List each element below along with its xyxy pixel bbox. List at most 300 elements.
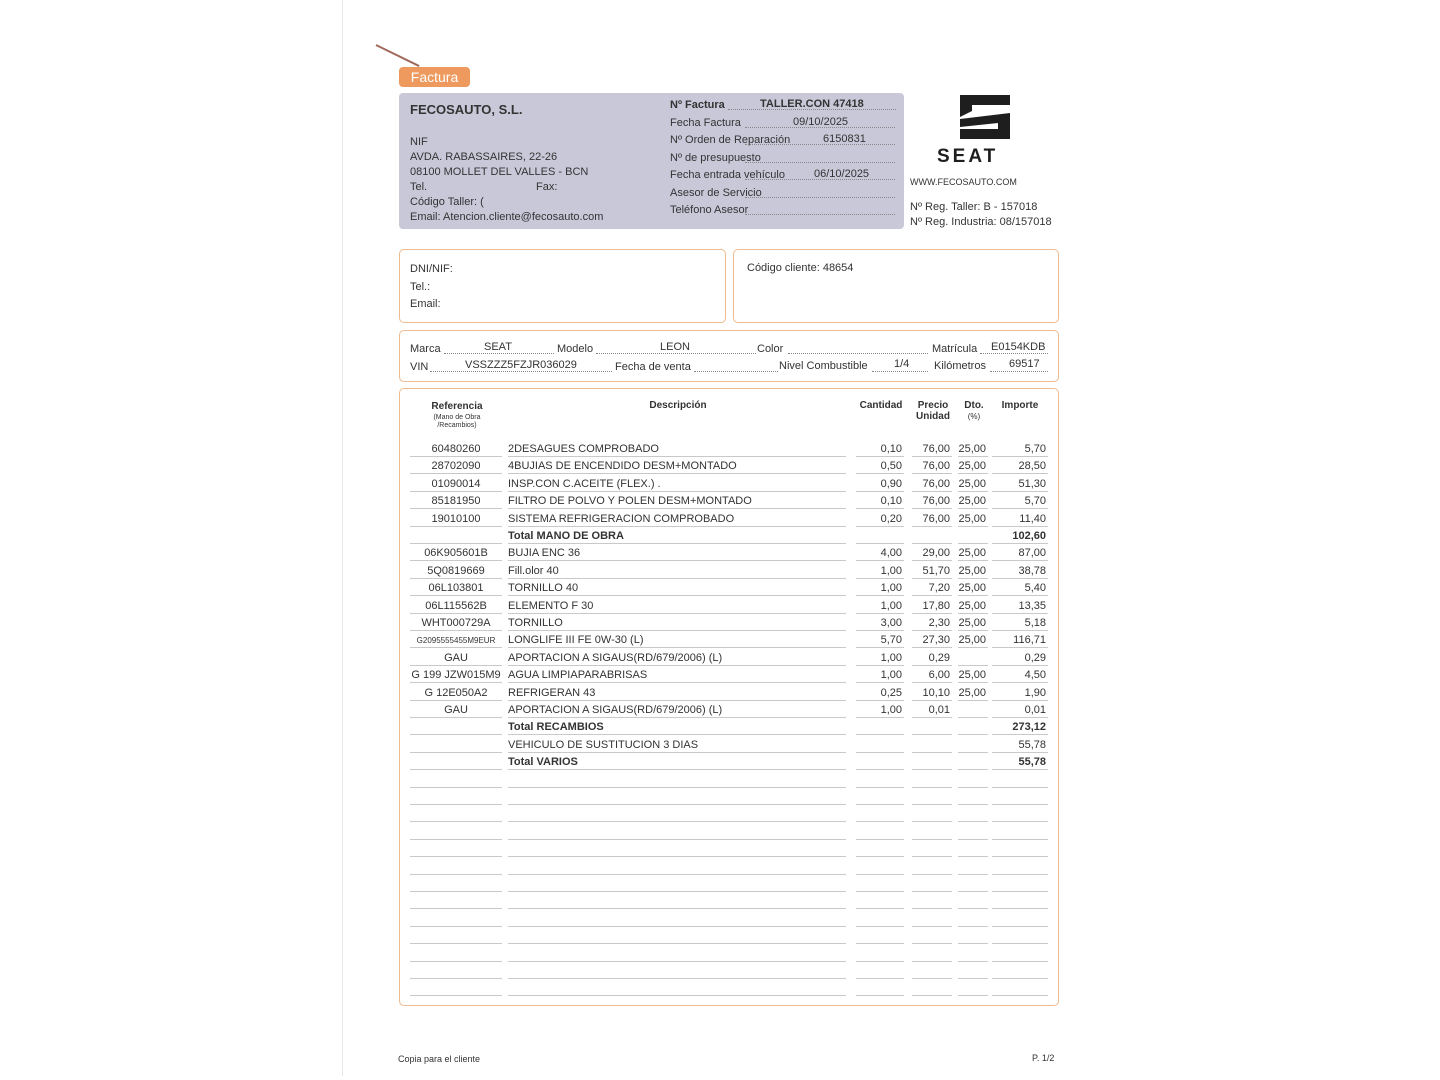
line-dto: 25,00	[958, 634, 986, 647]
vin-value: VSSZZZ5FZJR036029	[465, 359, 577, 371]
row-rule	[992, 647, 1048, 648]
row-rule	[410, 473, 502, 474]
row-rule	[992, 839, 1048, 840]
line-amount: 0,01	[1024, 704, 1046, 716]
row-rule	[958, 717, 988, 718]
seat-logo-icon	[958, 93, 1012, 141]
line-description: SISTEMA REFRIGERACION COMPROBADO	[508, 512, 735, 525]
row-rule	[508, 578, 846, 579]
row-rule	[410, 526, 502, 527]
line-ref: 5Q0819669	[427, 564, 485, 577]
row-rule	[508, 526, 846, 527]
model-label: Modelo	[557, 343, 594, 355]
row-rule	[992, 821, 1048, 822]
row-rule	[958, 665, 988, 666]
field-leader	[745, 214, 895, 215]
row-rule	[856, 456, 904, 457]
row-rule	[958, 647, 988, 648]
row-rule	[856, 752, 904, 753]
line-dto: 25,00	[958, 477, 986, 490]
row-rule	[912, 769, 952, 770]
line-description: 2DESAGUES COMPROBADO	[508, 443, 659, 455]
row-rule	[508, 943, 846, 944]
line-qty: 0,10	[880, 443, 902, 455]
row-rule	[958, 560, 988, 561]
row-rule	[912, 787, 952, 788]
row-rule	[958, 543, 988, 544]
line-price: 76,00	[922, 495, 950, 508]
row-rule	[958, 891, 988, 892]
row-rule	[992, 543, 1048, 544]
row-rule	[958, 456, 988, 457]
company-code: Código Taller: (	[410, 196, 484, 208]
row-rule	[410, 700, 502, 701]
row-rule	[508, 508, 846, 509]
row-rule	[912, 560, 952, 561]
row-rule	[992, 961, 1048, 962]
line-amount: 13,35	[1018, 599, 1046, 612]
row-rule	[958, 508, 988, 509]
line-ref: 01090014	[431, 477, 481, 490]
row-rule	[992, 769, 1048, 770]
row-rule	[856, 647, 904, 648]
row-rule	[856, 734, 904, 735]
line-amount: 116,71	[1013, 634, 1046, 647]
line-price: 76,00	[922, 443, 950, 455]
row-rule	[508, 752, 846, 753]
line-qty: 0,25	[880, 686, 902, 699]
row-rule	[508, 926, 846, 927]
invoice-field-label: Teléfono Asesor	[670, 204, 749, 216]
row-rule	[912, 543, 952, 544]
line-description: REFRIGERAN 43	[508, 686, 596, 699]
row-rule	[508, 908, 846, 909]
row-rule	[992, 908, 1048, 909]
row-rule	[856, 839, 904, 840]
row-rule	[958, 874, 988, 875]
row-rule	[992, 491, 1048, 492]
row-rule	[992, 734, 1048, 735]
row-rule	[508, 647, 846, 648]
col-precio-unidad: Unidad	[916, 411, 950, 422]
row-rule	[508, 560, 846, 561]
row-rule	[958, 856, 988, 857]
line-qty: 1,00	[880, 651, 902, 664]
field-leader	[745, 197, 895, 198]
line-ref: 06K905601B	[424, 547, 488, 560]
row-rule	[912, 891, 952, 892]
row-rule	[992, 995, 1048, 996]
row-rule	[410, 769, 502, 770]
row-rule	[992, 717, 1048, 718]
row-rule	[856, 978, 904, 979]
row-rule	[856, 630, 904, 631]
row-rule	[992, 700, 1048, 701]
line-ref: WHT000729A	[421, 617, 491, 629]
row-rule	[992, 595, 1048, 596]
row-rule	[410, 491, 502, 492]
client-tel-label: Tel.:	[410, 281, 431, 293]
row-rule	[856, 874, 904, 875]
line-dto: 25,00	[958, 547, 986, 560]
sale-date-label: Fecha de venta	[615, 361, 691, 373]
row-rule	[856, 682, 904, 683]
line-ref: 06L115562B	[425, 599, 487, 612]
col-dto-pct: (%)	[967, 412, 981, 421]
row-rule	[508, 700, 846, 701]
line-price: 17,80	[922, 599, 950, 612]
line-amount: 87,00	[1018, 547, 1046, 560]
row-rule	[912, 595, 952, 596]
line-qty: 1,00	[880, 599, 902, 612]
row-rule	[912, 943, 952, 944]
line-qty: 1,00	[880, 704, 902, 716]
company-name: FECOSAUTO, S.L.	[410, 102, 523, 117]
row-rule	[958, 804, 988, 805]
row-rule	[992, 978, 1048, 979]
row-rule	[912, 961, 952, 962]
col-dto: Dto.	[964, 400, 984, 411]
row-rule	[912, 995, 952, 996]
line-qty: 1,00	[880, 669, 902, 682]
row-rule	[912, 856, 952, 857]
row-rule	[912, 821, 952, 822]
row-rule	[912, 456, 952, 457]
line-description: LONGLIFE III FE 0W-30 (L)	[508, 634, 644, 647]
brand-website: WWW.FECOSAUTO.COM	[910, 177, 1017, 187]
row-rule	[856, 926, 904, 927]
invoice-field-label: Asesor de Servicio	[670, 186, 762, 199]
invoice-field-value: 09/10/2025	[793, 115, 849, 128]
line-dto: 25,00	[958, 564, 986, 577]
line-ref: G 199 JZW015M9	[411, 669, 501, 682]
invoice-field-label: Nº Orden de Reparación	[670, 134, 791, 146]
row-rule	[856, 700, 904, 701]
row-rule	[958, 578, 988, 579]
line-price: 7,20	[928, 582, 950, 595]
line-qty: 0,10	[880, 495, 902, 508]
company-email: Email: Atencion.cliente@fecosauto.com	[410, 211, 604, 223]
row-rule	[856, 717, 904, 718]
row-rule	[912, 665, 952, 666]
color-label: Color	[757, 343, 784, 355]
row-rule	[856, 891, 904, 892]
row-rule	[992, 926, 1048, 927]
row-rule	[992, 874, 1048, 875]
row-rule	[410, 595, 502, 596]
row-rule	[912, 804, 952, 805]
row-rule	[508, 821, 846, 822]
line-amount: 0,29	[1024, 651, 1046, 664]
model-value: LEON	[660, 341, 690, 353]
brand-value: SEAT	[484, 341, 512, 353]
row-rule	[992, 630, 1048, 631]
row-rule	[912, 647, 952, 648]
brand-name: SEAT	[937, 146, 999, 167]
row-rule	[508, 978, 846, 979]
line-amount: 38,78	[1018, 564, 1046, 577]
line-amount: 102,60	[1012, 530, 1046, 542]
line-price: 0,01	[928, 704, 950, 716]
line-description: VEHICULO DE SUSTITUCION 3 DIAS	[508, 738, 699, 751]
row-rule	[912, 978, 952, 979]
row-rule	[912, 700, 952, 701]
row-rule	[856, 804, 904, 805]
vin-label: VIN	[410, 361, 429, 373]
row-rule	[410, 560, 502, 561]
line-dto: 25,00	[958, 495, 986, 508]
row-rule	[856, 560, 904, 561]
line-price: 76,00	[922, 477, 950, 490]
line-description: Total MANO DE OBRA	[508, 530, 624, 542]
line-amount: 5,70	[1024, 443, 1046, 455]
line-price: 2,30	[928, 617, 950, 629]
row-rule	[912, 578, 952, 579]
line-amount: 55,78	[1018, 738, 1046, 751]
row-rule	[912, 717, 952, 718]
row-rule	[912, 752, 952, 753]
row-rule	[992, 804, 1048, 805]
document-type-tag: Factura	[399, 67, 470, 87]
line-dto: 25,00	[958, 460, 986, 473]
plate-value: E0154KDB	[991, 341, 1046, 353]
line-qty: 3,00	[880, 617, 902, 629]
row-rule	[958, 734, 988, 735]
row-rule	[410, 908, 502, 909]
row-rule	[958, 595, 988, 596]
row-rule	[508, 595, 846, 596]
fuel-value: 1/4	[894, 358, 910, 370]
row-rule	[508, 734, 846, 735]
line-description: Total VARIOS	[508, 756, 578, 769]
km-label: Kilómetros	[934, 360, 986, 372]
row-rule	[508, 891, 846, 892]
row-rule	[508, 456, 846, 457]
row-rule	[958, 787, 988, 788]
row-rule	[410, 995, 502, 996]
row-rule	[410, 456, 502, 457]
row-rule	[912, 508, 952, 509]
line-amount: 5,18	[1024, 617, 1046, 629]
row-rule	[912, 874, 952, 875]
invoice-field-label: Fecha Factura	[670, 116, 741, 129]
reg-industria: Nº Reg. Industria: 08/157018	[910, 216, 1052, 228]
row-rule	[410, 734, 502, 735]
line-amount: 55,78	[1018, 756, 1046, 769]
row-rule	[912, 839, 952, 840]
row-rule	[508, 961, 846, 962]
row-rule	[410, 647, 502, 648]
row-rule	[410, 804, 502, 805]
company-nif: NIF	[410, 136, 428, 148]
row-rule	[958, 908, 988, 909]
row-rule	[508, 630, 846, 631]
client-email-label: Email:	[410, 298, 441, 310]
row-rule	[856, 613, 904, 614]
line-amount: 5,40	[1024, 582, 1046, 595]
line-ref: G2095555455M9EUR	[416, 636, 496, 646]
row-rule	[992, 473, 1048, 474]
line-ref: 19010100	[431, 512, 481, 525]
line-description: INSP.CON C.ACEITE (FLEX.) .	[508, 477, 661, 490]
row-rule	[410, 543, 502, 544]
row-rule	[958, 978, 988, 979]
row-rule	[856, 943, 904, 944]
line-qty: 4,00	[880, 547, 902, 560]
company-city: 08100 MOLLET DEL VALLES - BCN	[410, 166, 589, 178]
row-rule	[912, 682, 952, 683]
row-rule	[912, 926, 952, 927]
field-leader	[745, 144, 895, 145]
row-rule	[958, 473, 988, 474]
line-price: 29,00	[922, 547, 950, 560]
row-rule	[410, 630, 502, 631]
row-rule	[410, 665, 502, 666]
line-price: 10,10	[922, 686, 950, 699]
line-qty: 0,90	[880, 477, 902, 490]
line-ref: 85181950	[431, 495, 481, 508]
row-rule	[958, 682, 988, 683]
row-rule	[410, 978, 502, 979]
line-amount: 4,50	[1024, 669, 1046, 682]
row-rule	[508, 856, 846, 857]
row-rule	[410, 752, 502, 753]
row-rule	[508, 473, 846, 474]
line-ref: 28702090	[431, 460, 481, 473]
line-dto: 25,00	[958, 582, 986, 595]
row-rule	[856, 595, 904, 596]
line-dto: 25,00	[958, 617, 986, 629]
row-rule	[856, 908, 904, 909]
line-dto: 25,00	[958, 669, 986, 682]
row-rule	[856, 526, 904, 527]
row-rule	[992, 578, 1048, 579]
row-rule	[508, 717, 846, 718]
row-rule	[508, 769, 846, 770]
row-rule	[410, 961, 502, 962]
row-rule	[958, 700, 988, 701]
fuel-label: Nivel Combustible	[779, 360, 868, 372]
line-description: TORNILLO	[508, 617, 563, 629]
row-rule	[992, 943, 1048, 944]
row-rule	[410, 874, 502, 875]
row-rule	[410, 856, 502, 857]
row-rule	[410, 508, 502, 509]
row-rule	[508, 613, 846, 614]
row-rule	[508, 787, 846, 788]
row-rule	[410, 926, 502, 927]
row-rule	[992, 456, 1048, 457]
line-price: 6,00	[928, 669, 950, 682]
row-rule	[508, 804, 846, 805]
row-rule	[992, 665, 1048, 666]
row-rule	[856, 769, 904, 770]
row-rule	[410, 787, 502, 788]
line-dto: 25,00	[958, 512, 986, 525]
line-description: FILTRO DE POLVO Y POLEN DESM+MONTADO	[508, 495, 752, 508]
row-rule	[958, 839, 988, 840]
line-price: 76,00	[922, 460, 950, 473]
line-dto: 25,00	[958, 599, 986, 612]
line-description: TORNILLO 40	[508, 582, 579, 595]
row-rule	[958, 491, 988, 492]
row-rule	[958, 926, 988, 927]
row-rule	[958, 613, 988, 614]
invoice-field-value: 6150831	[823, 133, 866, 145]
row-rule	[992, 526, 1048, 527]
row-rule	[912, 491, 952, 492]
line-ref: G 12E050A2	[424, 686, 488, 699]
line-qty: 0,20	[880, 512, 902, 525]
row-rule	[856, 856, 904, 857]
row-rule	[958, 821, 988, 822]
row-rule	[992, 752, 1048, 753]
row-rule	[410, 717, 502, 718]
row-rule	[992, 891, 1048, 892]
line-description: Fill.olor 40	[508, 564, 559, 577]
row-rule	[912, 526, 952, 527]
row-rule	[958, 526, 988, 527]
row-rule	[856, 995, 904, 996]
col-precio: Precio	[917, 400, 949, 411]
row-rule	[958, 943, 988, 944]
line-amount: 51,30	[1018, 477, 1046, 490]
row-rule	[856, 491, 904, 492]
row-rule	[958, 995, 988, 996]
invoice-field-label: Fecha entrada vehículo	[670, 169, 785, 181]
row-rule	[992, 613, 1048, 614]
row-rule	[992, 560, 1048, 561]
line-ref: 06L103801	[428, 582, 484, 595]
line-ref: GAU	[444, 651, 468, 664]
row-rule	[912, 613, 952, 614]
row-rule	[958, 752, 988, 753]
company-tel: Tel.	[410, 181, 428, 193]
row-rule	[912, 473, 952, 474]
line-amount: 1,90	[1024, 686, 1046, 699]
col-referencia: Referencia	[431, 401, 483, 412]
line-ref: 60480260	[431, 443, 481, 455]
client-box	[399, 249, 726, 323]
plate-label: Matrícula	[932, 343, 978, 355]
line-ref: GAU	[444, 704, 468, 716]
col-referencia-sub2: /Recambios)	[437, 422, 477, 429]
line-qty: 1,00	[880, 564, 902, 577]
line-price: 27,30	[922, 634, 950, 647]
line-qty: 1,00	[880, 582, 902, 595]
col-descripcion: Descripción	[649, 400, 707, 411]
field-leader	[745, 162, 895, 163]
client-code: Código cliente: 48654	[747, 262, 854, 274]
row-rule	[410, 839, 502, 840]
line-description: AGUA LIMPIAPARABRISAS	[508, 669, 648, 682]
line-description: BUJIA ENC 36	[508, 547, 581, 560]
row-rule	[856, 508, 904, 509]
row-rule	[992, 508, 1048, 509]
row-rule	[410, 821, 502, 822]
row-rule	[856, 578, 904, 579]
col-cantidad: Cantidad	[859, 400, 903, 411]
row-rule	[508, 839, 846, 840]
company-fax: Fax:	[536, 181, 558, 193]
row-rule	[410, 682, 502, 683]
line-price: 51,70	[922, 564, 950, 577]
vehicle-box	[399, 330, 1059, 382]
row-rule	[508, 543, 846, 544]
line-dto: 25,00	[958, 686, 986, 699]
line-description: ELEMENTO F 30	[508, 599, 594, 612]
row-rule	[856, 821, 904, 822]
